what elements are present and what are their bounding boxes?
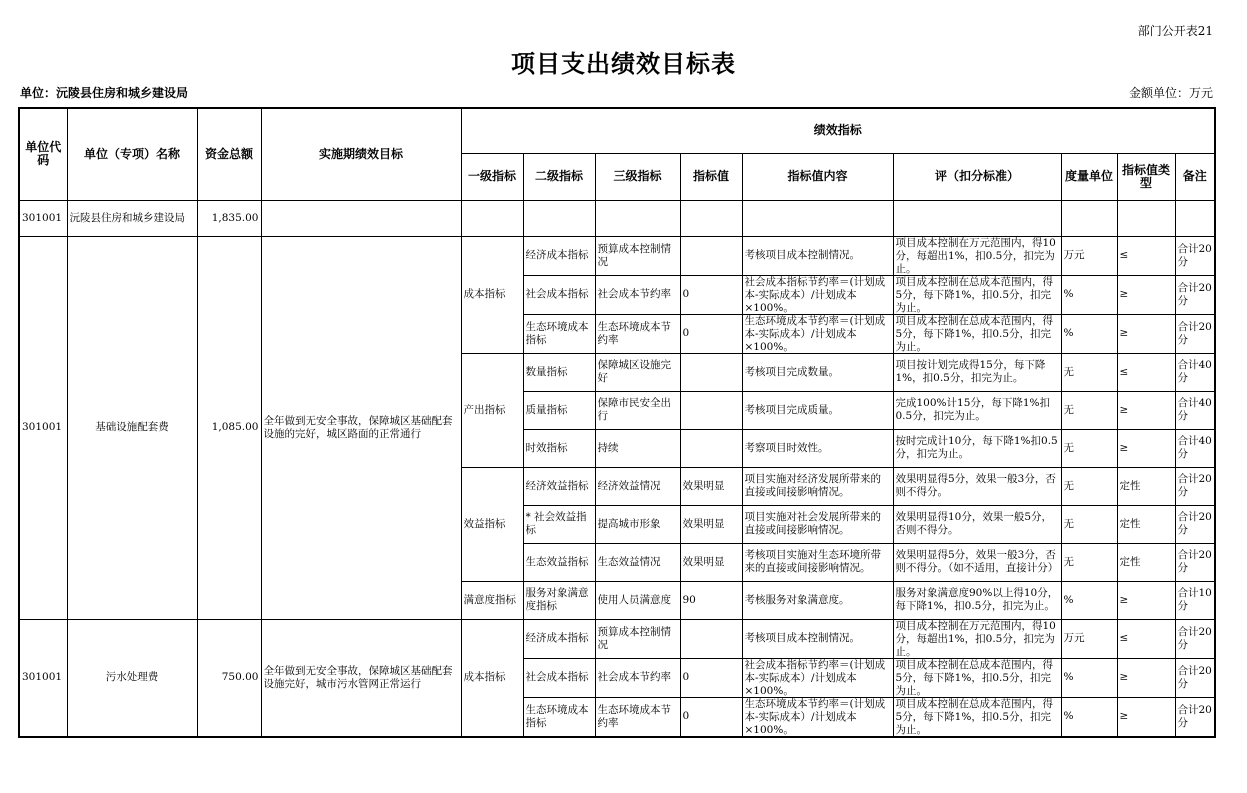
measure-unit-text: % — [1063, 288, 1074, 300]
value-type — [1117, 314, 1175, 353]
project-total-text: 1,085.00 — [211, 421, 259, 433]
value-type-text: ≥ — [1119, 671, 1129, 683]
scoring-standard-text: 项目成本控制在总成本范围内，得5分，每下降1%，扣0.5分，扣完为止。 — [895, 658, 1053, 697]
project-total — [197, 236, 261, 619]
value-type-text: 定性 — [1119, 517, 1141, 530]
level1-indicator-text: 产出指标 — [463, 403, 506, 416]
header-total: 资金总额 — [197, 108, 261, 200]
project-goal — [261, 619, 461, 737]
remark — [1175, 391, 1215, 429]
measure-unit — [1061, 543, 1117, 581]
performance-table — [18, 107, 1216, 738]
level3-indicator — [595, 236, 680, 275]
remark-text: 合计20分 — [1177, 703, 1212, 729]
level3-indicator-text: 预算成本控制情况 — [597, 242, 671, 268]
indicator-content-text: 考核项目成本控制情况。 — [744, 249, 860, 261]
scoring-standard — [893, 429, 1061, 467]
project-goal-text: 全年做到无安全事故，保障城区基础配套设施的完好，城区路面的正常通行 — [263, 414, 453, 440]
header-vtype: 指标值类型 — [1117, 153, 1175, 200]
level3-indicator — [595, 697, 680, 737]
scoring-standard-text: 项目成本控制在总成本范围内，得5分，每下降1%，扣0.5分，扣完为止。 — [895, 314, 1053, 353]
table-row — [19, 236, 1215, 275]
value-type-text: ≥ — [1119, 441, 1129, 454]
level1-indicator-text: 满意度指标 — [463, 593, 516, 606]
measure-unit-text: 无 — [1063, 403, 1074, 416]
header-indicators: 绩效指标 — [461, 108, 1215, 153]
scoring-standard — [893, 353, 1061, 391]
indicator-content-text: 考核服务对象满意度。 — [744, 593, 850, 606]
level1-indicator — [461, 467, 523, 581]
header-content: 指标值内容 — [742, 153, 893, 200]
level1-indicator-text: 成本指标 — [463, 288, 506, 300]
level3-indicator-text: 使用人员满意度 — [597, 593, 671, 606]
project-code — [19, 619, 67, 737]
indicator-content — [742, 353, 893, 391]
remark-text: 合计10分 — [1177, 587, 1212, 612]
indicator-content-text: 社会成本指标节约率＝(计划成本-实际成本）/计划成本×100%。 — [744, 658, 886, 697]
level2-indicator — [523, 467, 595, 505]
remark-text: 合计20分 — [1177, 473, 1212, 498]
indicator-value-text: 0 — [682, 710, 690, 722]
indicator-value-text: 90 — [682, 593, 696, 606]
level2-indicator-text: 经济成本指标 — [525, 249, 589, 261]
level1-indicator — [461, 236, 523, 353]
value-type — [1117, 505, 1175, 543]
level3-indicator — [595, 467, 680, 505]
remark — [1175, 467, 1215, 505]
scoring-standard — [893, 391, 1061, 429]
level2-indicator-text: 生态环境成本指标 — [525, 320, 589, 346]
remark — [1175, 275, 1215, 314]
scoring-standard-text: 项目成本控制在总成本范围内，得5分，每下降1%，扣0.5分，扣完为止。 — [895, 275, 1053, 314]
level2-indicator — [523, 619, 595, 658]
remark — [1175, 543, 1215, 581]
page-title: 项目支出绩效目标表 — [511, 50, 736, 78]
header-name: 单位（专项）名称 — [67, 108, 197, 200]
scoring-standard — [893, 275, 1061, 314]
level3-indicator — [595, 391, 680, 429]
level2-indicator — [523, 236, 595, 275]
indicator-value-text: 0 — [682, 288, 690, 300]
indicator-content — [742, 467, 893, 505]
indicator-content — [742, 581, 893, 619]
table-body — [19, 200, 1215, 737]
remark — [1175, 658, 1215, 697]
table-row — [19, 619, 1215, 658]
level2-indicator-text: 质量指标 — [525, 403, 568, 416]
remark-text: 合计20分 — [1177, 549, 1212, 574]
indicator-content — [742, 505, 893, 543]
remark-text: 合计20分 — [1177, 242, 1212, 268]
level3-indicator — [595, 619, 680, 658]
level2-indicator — [523, 391, 595, 429]
level2-indicator-text: 生态效益指标 — [525, 555, 589, 568]
indicator-value — [680, 658, 742, 697]
value-type-text: 定性 — [1119, 555, 1141, 568]
indicator-content-text: 考察项目时效性。 — [744, 441, 829, 454]
level2-indicator — [523, 314, 595, 353]
remark-text: 合计40分 — [1177, 359, 1212, 384]
indicator-value — [680, 275, 742, 314]
level2-indicator-text: 生态环境成本指标 — [525, 703, 589, 729]
value-type-text: ≤ — [1119, 365, 1129, 378]
value-type — [1117, 429, 1175, 467]
header-value: 指标值 — [680, 153, 742, 200]
measure-unit-text: 无 — [1063, 441, 1074, 454]
level3-indicator-text: 保障市民安全出行 — [597, 397, 671, 422]
indicator-content — [742, 658, 893, 697]
value-type — [1117, 581, 1175, 619]
remark — [1175, 429, 1215, 467]
form-number: 部门公开表21 — [1137, 24, 1213, 38]
level3-indicator — [595, 429, 680, 467]
level3-indicator — [595, 505, 680, 543]
scoring-standard-text: 项目成本控制在万元范围内，得10分，每超出1%，扣0.5分，扣完为止。 — [895, 619, 1056, 658]
project-total — [197, 619, 261, 737]
level3-indicator-text: 保障城区设施完好 — [597, 359, 671, 384]
measure-unit-text: % — [1063, 593, 1074, 606]
remark — [1175, 581, 1215, 619]
level1-indicator — [461, 581, 523, 619]
project-name — [67, 619, 197, 737]
indicator-value — [680, 467, 742, 505]
indicator-content — [742, 429, 893, 467]
project-goal-text: 全年做到无安全事故，保障城区基础配套设施完好，城市污水管网正常运行 — [263, 664, 453, 690]
level2-indicator-text: 社会成本指标 — [525, 288, 589, 300]
summary-row — [19, 200, 1215, 236]
measure-unit-text: 无 — [1063, 517, 1074, 530]
scoring-standard — [893, 505, 1061, 543]
project-name-text: 污水处理费 — [105, 671, 159, 683]
measure-unit — [1061, 429, 1117, 467]
measure-unit — [1061, 391, 1117, 429]
measure-unit — [1061, 619, 1117, 658]
value-type — [1117, 236, 1175, 275]
value-type-text: ≥ — [1119, 327, 1129, 339]
indicator-content-text: 社会成本指标节约率＝(计划成本-实际成本）/计划成本×100%。 — [744, 275, 886, 314]
project-code-text: 301001 — [22, 671, 63, 683]
header-measure: 度量单位 — [1061, 153, 1117, 200]
value-type — [1117, 353, 1175, 391]
level3-indicator-text: 生态效益情况 — [597, 555, 661, 568]
project-code-text: 301001 — [22, 421, 63, 433]
level2-indicator-text: 经济效益指标 — [525, 479, 589, 492]
level2-indicator-text: 社会成本指标 — [525, 671, 589, 683]
measure-unit — [1061, 236, 1117, 275]
level1-indicator-text: 效益指标 — [463, 517, 506, 530]
summary-name: 沅陵县住房和城乡建设局 — [67, 200, 197, 236]
project-name — [67, 236, 197, 619]
indicator-content-text: 考核项目完成数量。 — [744, 365, 839, 378]
measure-unit-text: 万元 — [1063, 249, 1085, 261]
measure-unit — [1061, 697, 1117, 737]
scoring-standard — [893, 619, 1061, 658]
scoring-standard — [893, 543, 1061, 581]
scoring-standard — [893, 314, 1061, 353]
level2-indicator — [523, 581, 595, 619]
level3-indicator-text: 生态环境成本节约率 — [597, 320, 671, 346]
project-name-text: 基础设施配套费 — [95, 421, 169, 433]
scoring-standard-text: 服务对象满意度90%以上得10分，每下降1%，扣0.5分，扣完为止。 — [895, 587, 1059, 612]
scoring-standard-text: 项目按计划完成得15分，每下降1%，扣0.5分，扣完为止。 — [895, 359, 1046, 384]
indicator-value — [680, 543, 742, 581]
project-goal — [261, 236, 461, 619]
level3-indicator — [595, 353, 680, 391]
measure-unit — [1061, 353, 1117, 391]
level1-indicator-text: 成本指标 — [463, 671, 506, 683]
level3-indicator-text: 持续 — [597, 441, 619, 454]
value-type — [1117, 619, 1175, 658]
scoring-standard-text: 效果明显得5分，效果一般3分，否则不得分。 — [895, 473, 1056, 498]
level2-indicator — [523, 697, 595, 737]
indicator-value — [680, 236, 742, 275]
level1-indicator — [461, 619, 523, 737]
level2-indicator-text: 数量指标 — [525, 365, 568, 378]
scoring-standard — [893, 236, 1061, 275]
scoring-standard-text: 项目成本控制在总成本范围内，得5分，每下降1%，扣0.5分，扣完为止。 — [895, 697, 1053, 736]
value-type — [1117, 391, 1175, 429]
remark-text: 合计20分 — [1177, 511, 1212, 536]
scoring-standard-text: 按时完成计10分，每下降1%扣0.5分，扣完为止。 — [895, 435, 1058, 460]
scoring-standard — [893, 697, 1061, 737]
level3-indicator-text: 经济效益情况 — [597, 479, 661, 492]
level3-indicator — [595, 314, 680, 353]
scoring-standard-text: 效果明显得5分，效果一般3分，否则不得分。（如不适用，直接计分） — [895, 549, 1059, 574]
scoring-standard — [893, 467, 1061, 505]
remark — [1175, 619, 1215, 658]
level2-indicator — [523, 658, 595, 697]
remark — [1175, 236, 1215, 275]
value-type-text: 定性 — [1119, 479, 1141, 492]
level2-indicator — [523, 429, 595, 467]
value-type-text: ≥ — [1119, 403, 1129, 416]
value-type-text: ≤ — [1119, 632, 1129, 644]
header-note: 备注 — [1175, 153, 1215, 200]
department-label: 单位：沅陵县住房和城乡建设局 — [20, 86, 189, 100]
value-type — [1117, 275, 1175, 314]
indicator-value — [680, 314, 742, 353]
level3-indicator — [595, 543, 680, 581]
remark-text: 合计20分 — [1177, 281, 1212, 307]
measure-unit — [1061, 275, 1117, 314]
measure-unit — [1061, 314, 1117, 353]
measure-unit-text: 无 — [1063, 365, 1074, 378]
level3-indicator — [595, 581, 680, 619]
level3-indicator — [595, 275, 680, 314]
remark-text: 合计20分 — [1177, 320, 1212, 346]
header-level1: 一级指标 — [461, 153, 523, 200]
header-level3: 三级指标 — [595, 153, 680, 200]
indicator-value — [680, 391, 742, 429]
level1-indicator — [461, 353, 523, 467]
measure-unit — [1061, 581, 1117, 619]
indicator-content-text: 项目实施对社会发展所带来的直接或间接影响情况。 — [744, 511, 881, 536]
measure-unit — [1061, 467, 1117, 505]
project-code — [19, 236, 67, 619]
scoring-standard-text: 效果明显得10分，效果一般5分，否则不得分。 — [895, 511, 1053, 536]
indicator-value — [680, 353, 742, 391]
level3-indicator — [595, 658, 680, 697]
measure-unit-text: 无 — [1063, 555, 1074, 568]
indicator-content — [742, 391, 893, 429]
remark-text: 合计40分 — [1177, 435, 1212, 460]
indicator-content — [742, 697, 893, 737]
measure-unit-text: % — [1063, 327, 1074, 339]
value-type-text: ≤ — [1119, 249, 1129, 261]
value-type — [1117, 658, 1175, 697]
value-type-text: ≥ — [1119, 593, 1129, 606]
remark-text: 合计40分 — [1177, 397, 1212, 422]
value-type — [1117, 467, 1175, 505]
level3-indicator-text: 社会成本节约率 — [597, 288, 671, 300]
measure-unit-text: 无 — [1063, 479, 1074, 492]
indicator-value — [680, 429, 742, 467]
level2-indicator — [523, 543, 595, 581]
indicator-value-text: 0 — [682, 327, 690, 339]
indicator-content-text: 考核项目成本控制情况。 — [744, 632, 860, 644]
scoring-standard-text: 项目成本控制在万元范围内，得10分，每超出1%，扣0.5分，扣完为止。 — [895, 236, 1056, 275]
summary-code: 301001 — [19, 200, 67, 236]
level2-indicator-text: * 社会效益指标 — [525, 511, 587, 536]
remark — [1175, 697, 1215, 737]
measure-unit-text: % — [1063, 710, 1074, 722]
indicator-content — [742, 314, 893, 353]
remark — [1175, 505, 1215, 543]
indicator-content — [742, 236, 893, 275]
indicator-content-text: 生态环境成本节约率＝(计划成本-实际成本）/计划成本×100%。 — [744, 314, 886, 353]
scoring-standard-text: 完成100%计15分，每下降1%扣0.5分，扣完为止。 — [895, 397, 1051, 422]
level2-indicator — [523, 275, 595, 314]
indicator-value — [680, 697, 742, 737]
indicator-value-text: 0 — [682, 671, 690, 683]
level3-indicator-text: 预算成本控制情况 — [597, 625, 671, 651]
level3-indicator-text: 生态环境成本节约率 — [597, 703, 671, 729]
header-goal: 实施期绩效目标 — [261, 108, 461, 200]
level3-indicator-text: 社会成本节约率 — [597, 671, 671, 683]
project-total-text: 750.00 — [221, 671, 259, 683]
measure-unit-text: 万元 — [1063, 632, 1085, 644]
level2-indicator — [523, 505, 595, 543]
value-type — [1117, 543, 1175, 581]
indicator-value — [680, 619, 742, 658]
indicator-content-text: 考核项目实施对生态环境所带来的直接或间接影响情况。 — [744, 549, 881, 574]
level3-indicator-text: 提高城市形象 — [597, 517, 661, 530]
measure-unit — [1061, 505, 1117, 543]
summary-total: 1,835.00 — [197, 200, 261, 236]
measure-unit-text: % — [1063, 671, 1074, 683]
indicator-content — [742, 543, 893, 581]
indicator-content — [742, 619, 893, 658]
header-score: 评（扣分标准） — [893, 153, 1061, 200]
value-type-text: ≥ — [1119, 288, 1129, 300]
indicator-value-text: 效果明显 — [682, 555, 725, 568]
value-type — [1117, 697, 1175, 737]
indicator-value-text: 效果明显 — [682, 479, 725, 492]
amount-unit-label: 金额单位：万元 — [1128, 86, 1213, 100]
indicator-content-text: 考核项目完成质量。 — [744, 403, 839, 416]
level2-indicator — [523, 353, 595, 391]
indicator-value-text: 效果明显 — [682, 517, 725, 530]
indicator-content-text: 项目实施对经济发展所带来的直接或间接影响情况。 — [744, 473, 881, 498]
remark-text: 合计20分 — [1177, 625, 1212, 651]
level2-indicator-text: 时效指标 — [525, 441, 568, 454]
remark-text: 合计20分 — [1177, 664, 1212, 690]
remark — [1175, 353, 1215, 391]
value-type-text: ≥ — [1119, 710, 1129, 722]
scoring-standard — [893, 658, 1061, 697]
header-level2: 二级指标 — [523, 153, 595, 200]
indicator-content — [742, 275, 893, 314]
remark — [1175, 314, 1215, 353]
indicator-value — [680, 505, 742, 543]
level2-indicator-text: 服务对象满意度指标 — [525, 587, 589, 612]
indicator-content-text: 生态环境成本节约率＝(计划成本-实际成本）/计划成本×100%。 — [744, 697, 886, 736]
indicator-value — [680, 581, 742, 619]
measure-unit — [1061, 658, 1117, 697]
scoring-standard — [893, 581, 1061, 619]
level2-indicator-text: 经济成本指标 — [525, 632, 589, 644]
header-code: 单位代码 — [19, 108, 67, 200]
